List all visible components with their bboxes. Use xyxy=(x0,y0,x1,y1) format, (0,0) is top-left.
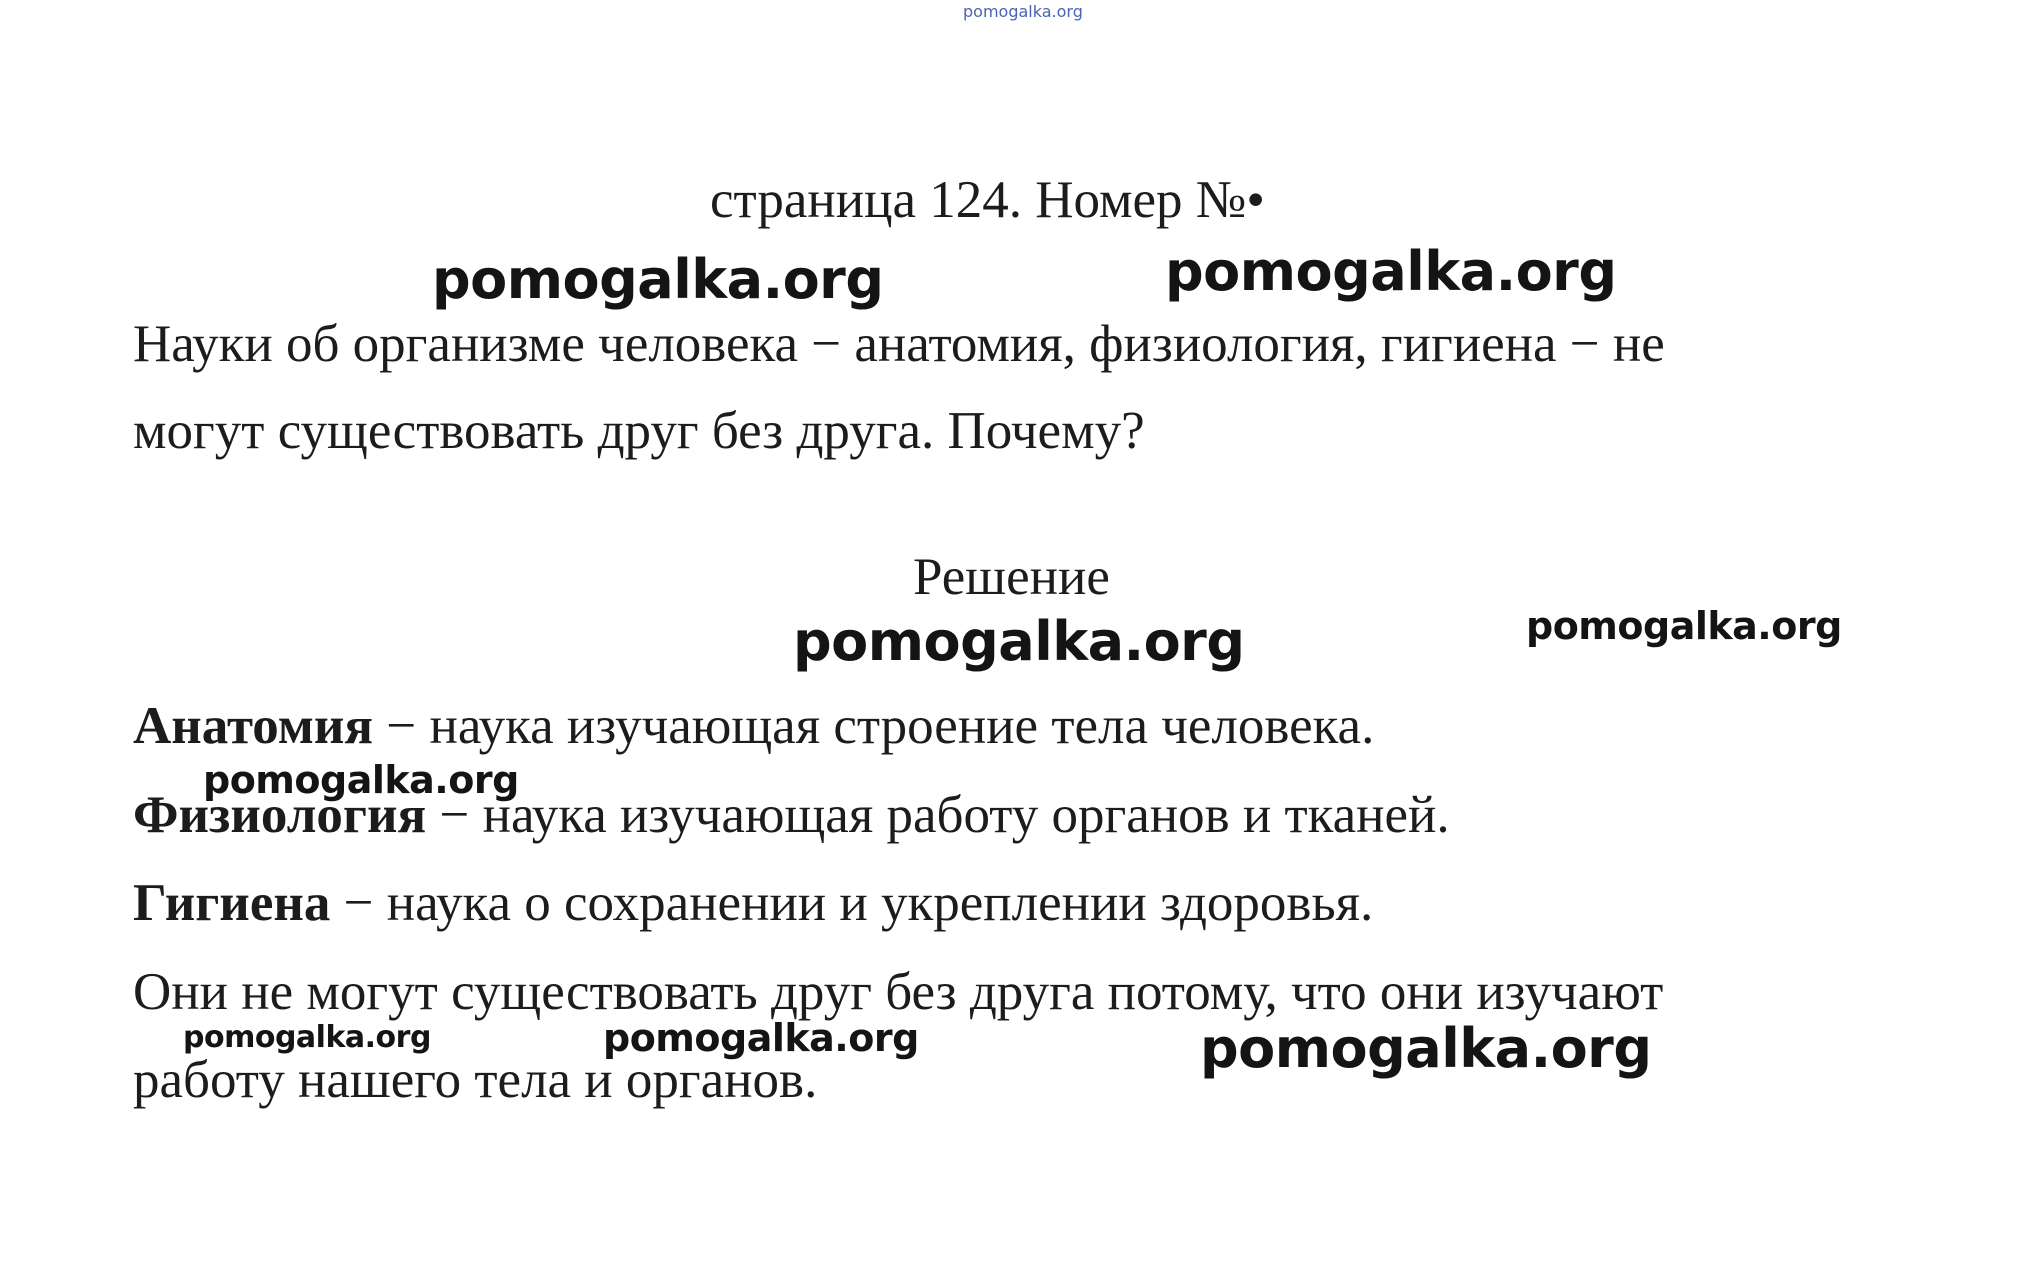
definition-text: − наука изучающая строение тела человека. xyxy=(373,697,1375,755)
definition-hygiene xyxy=(133,859,1373,947)
watermark: pomogalka.org xyxy=(1526,604,1842,648)
definition-anatomy xyxy=(133,682,1374,770)
watermark: pomogalka.org xyxy=(183,1020,431,1055)
definition-term: Гигиена xyxy=(133,874,331,932)
question-line-1: Науки об организме человека − анатомия, физиология, гигиена − не xyxy=(133,315,1665,373)
watermark: pomogalka.org xyxy=(1165,240,1617,303)
definition-term: Физиология xyxy=(133,786,427,844)
watermark: pomogalka.org xyxy=(432,248,884,311)
page-title: страница 124. Номер №• xyxy=(710,171,1265,229)
conclusion-line-2: работу нашего тела и органов. xyxy=(133,1051,818,1109)
watermark: pomogalka.org xyxy=(1200,1017,1652,1080)
question-line-2: могут существовать друг без друга. Почему? xyxy=(133,402,1145,460)
top-watermark: pomogalka.org xyxy=(963,2,1083,21)
conclusion-line-1: Они не могут существовать друг без друга потому, что они изучают xyxy=(133,963,1664,1021)
definition-term: Анатомия xyxy=(133,697,374,755)
watermark: pomogalka.org xyxy=(603,1016,919,1060)
definition-text: − наука о сохранении и укреплении здоровья. xyxy=(330,874,1374,932)
solution-heading: Решение xyxy=(913,548,1110,606)
definition-text: − наука изучающая работу органов и тканей. xyxy=(426,786,1450,844)
watermark: pomogalka.org xyxy=(203,758,519,802)
watermark: pomogalka.org xyxy=(793,610,1245,673)
